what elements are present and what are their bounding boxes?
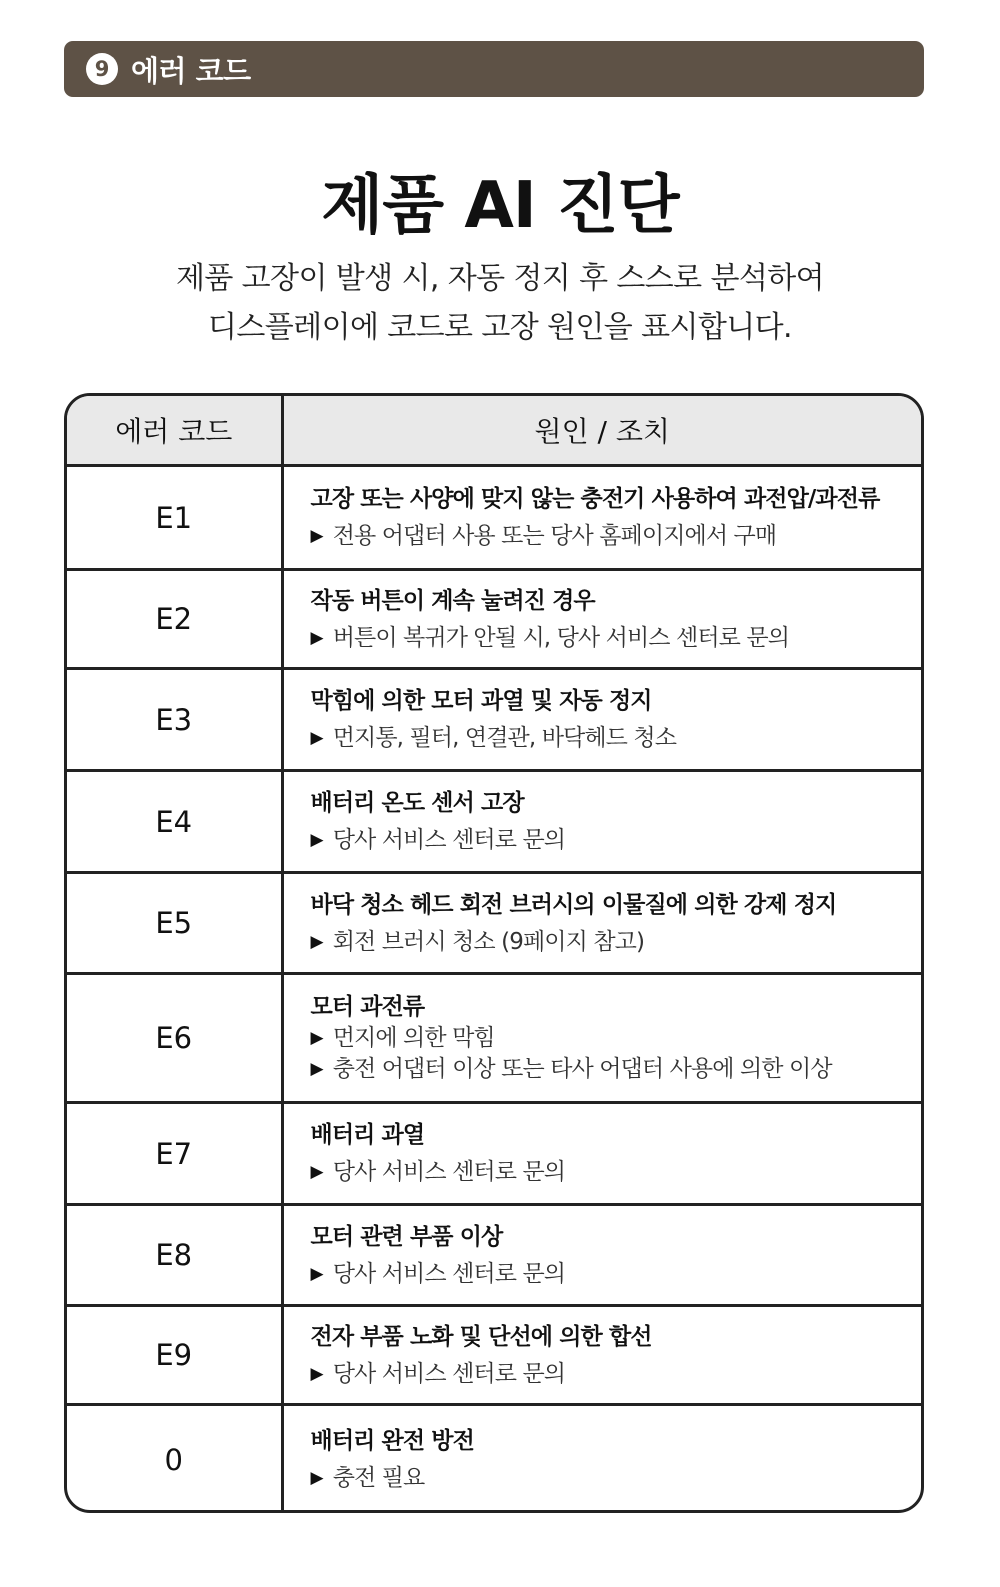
- action-item: [311, 723, 914, 754]
- description-line: 디스플레이에 코드로 고장 원인을 표시합니다.: [208, 310, 792, 345]
- action-text: 먼지통, 필터, 연결관, 바닥헤드 청소: [332, 725, 677, 751]
- cause-text: 모터 관련 부품 이상: [310, 1223, 503, 1250]
- cause-text: 모터 과전류: [310, 994, 425, 1020]
- error-code: E4: [67, 771, 282, 873]
- action-item: [311, 521, 914, 552]
- triangle-right-icon: ▶: [310, 1263, 323, 1284]
- cause-action-cell: [282, 1205, 921, 1306]
- error-code: E8: [67, 1205, 282, 1306]
- cause-text: 작동 버튼이 계속 눌려진 경우: [310, 587, 595, 614]
- page-description: [0, 254, 1000, 352]
- header-cause-action: 원인 / 조치: [282, 396, 921, 466]
- section-number-badge: 9: [86, 53, 118, 85]
- header-error-code: 에러 코드: [67, 396, 282, 466]
- table-row: [67, 669, 921, 771]
- table-header-row: [67, 396, 921, 466]
- error-code: 0: [67, 1405, 282, 1514]
- triangle-right-icon: ▶: [310, 830, 323, 850]
- table-row: [67, 1205, 921, 1306]
- cause-action-cell: [282, 974, 921, 1103]
- table-row: [67, 570, 921, 669]
- cause-text: 배터리 온도 센서 고장: [310, 790, 524, 816]
- triangle-right-icon: ▶: [310, 1028, 323, 1048]
- error-code: E6: [67, 974, 282, 1103]
- error-code: E1: [67, 466, 282, 570]
- error-code: E3: [67, 669, 282, 771]
- table-row: [67, 974, 921, 1103]
- action-text: 충전 어댑터 이상 또는 타사 어댑터 사용에 의한 이상: [332, 1056, 832, 1082]
- cause-action-cell: [282, 466, 921, 570]
- error-code-table: [64, 393, 924, 1513]
- triangle-right-icon: ▶: [310, 526, 323, 546]
- table-row: [67, 1405, 921, 1514]
- section-header-bar: [64, 41, 924, 97]
- error-code: E7: [67, 1103, 282, 1205]
- action-item: [311, 825, 914, 856]
- action-text: 충전 필요: [332, 1465, 425, 1492]
- action-item: [311, 927, 914, 958]
- table-body: [67, 466, 921, 1514]
- triangle-right-icon: ▶: [310, 931, 323, 952]
- action-item: [311, 1359, 914, 1390]
- action-text: 당사 서비스 센터로 문의: [332, 1159, 566, 1185]
- error-code: E2: [67, 570, 282, 669]
- action-text: 당사 서비스 센터로 문의: [332, 827, 566, 853]
- cause-action-cell: [282, 1405, 921, 1514]
- triangle-right-icon: ▶: [310, 728, 323, 748]
- action-text: 버튼이 복귀가 안될 시, 당사 서비스 센터로 문의: [332, 624, 790, 651]
- triangle-right-icon: ▶: [310, 1162, 323, 1182]
- action-item: [311, 1157, 914, 1188]
- table-row: [67, 771, 921, 873]
- cause-text: 배터리 완전 방전: [310, 1428, 474, 1455]
- cause-text: 전자 부품 노화 및 단선에 의한 합선: [310, 1323, 652, 1350]
- triangle-right-icon: ▶: [310, 627, 323, 648]
- action-text: 당사 서비스 센터로 문의: [332, 1260, 566, 1287]
- error-code: E9: [67, 1306, 282, 1405]
- cause-action-cell: [282, 1306, 921, 1405]
- cause-action-cell: [282, 570, 921, 669]
- action-item: [311, 1054, 914, 1085]
- action-text: 먼지에 의한 막힘: [332, 1025, 495, 1051]
- cause-text: 고장 또는 사양에 맞지 않는 충전기 사용하여 과전압/과전류: [310, 486, 880, 512]
- action-text: 전용 어댑터 사용 또는 당사 홈페이지에서 구매: [332, 523, 777, 549]
- action-text: 회전 브러시 청소 (9페이지 참고): [332, 928, 645, 955]
- cause-action-cell: [282, 1103, 921, 1205]
- cause-text: 바닥 청소 헤드 회전 브러시의 이물질에 의한 강제 정지: [310, 891, 837, 918]
- table-row: [67, 1103, 921, 1205]
- page-title: 제품 AI 진단: [321, 169, 679, 243]
- triangle-right-icon: ▶: [310, 1468, 323, 1489]
- triangle-right-icon: ▶: [310, 1059, 323, 1079]
- action-item: [311, 1463, 914, 1494]
- action-item: [311, 1259, 914, 1290]
- triangle-right-icon: ▶: [310, 1363, 323, 1384]
- action-item: [311, 623, 914, 654]
- cause-action-cell: [282, 771, 921, 873]
- cause-action-cell: [282, 669, 921, 771]
- description-line: 제품 고장이 발생 시, 자동 정지 후 스스로 분석하여: [175, 261, 825, 296]
- cause-action-cell: [282, 873, 921, 974]
- table-row: [67, 873, 921, 974]
- cause-text: 배터리 과열: [310, 1122, 425, 1148]
- error-code: E5: [67, 873, 282, 974]
- section-title: 에러 코드: [131, 53, 251, 88]
- action-text: 당사 서비스 센터로 문의: [332, 1360, 566, 1387]
- table-row: [67, 466, 921, 570]
- cause-text: 막힘에 의한 모터 과열 및 자동 정지: [310, 688, 652, 714]
- action-item: [311, 1023, 914, 1054]
- table-row: [67, 1306, 921, 1405]
